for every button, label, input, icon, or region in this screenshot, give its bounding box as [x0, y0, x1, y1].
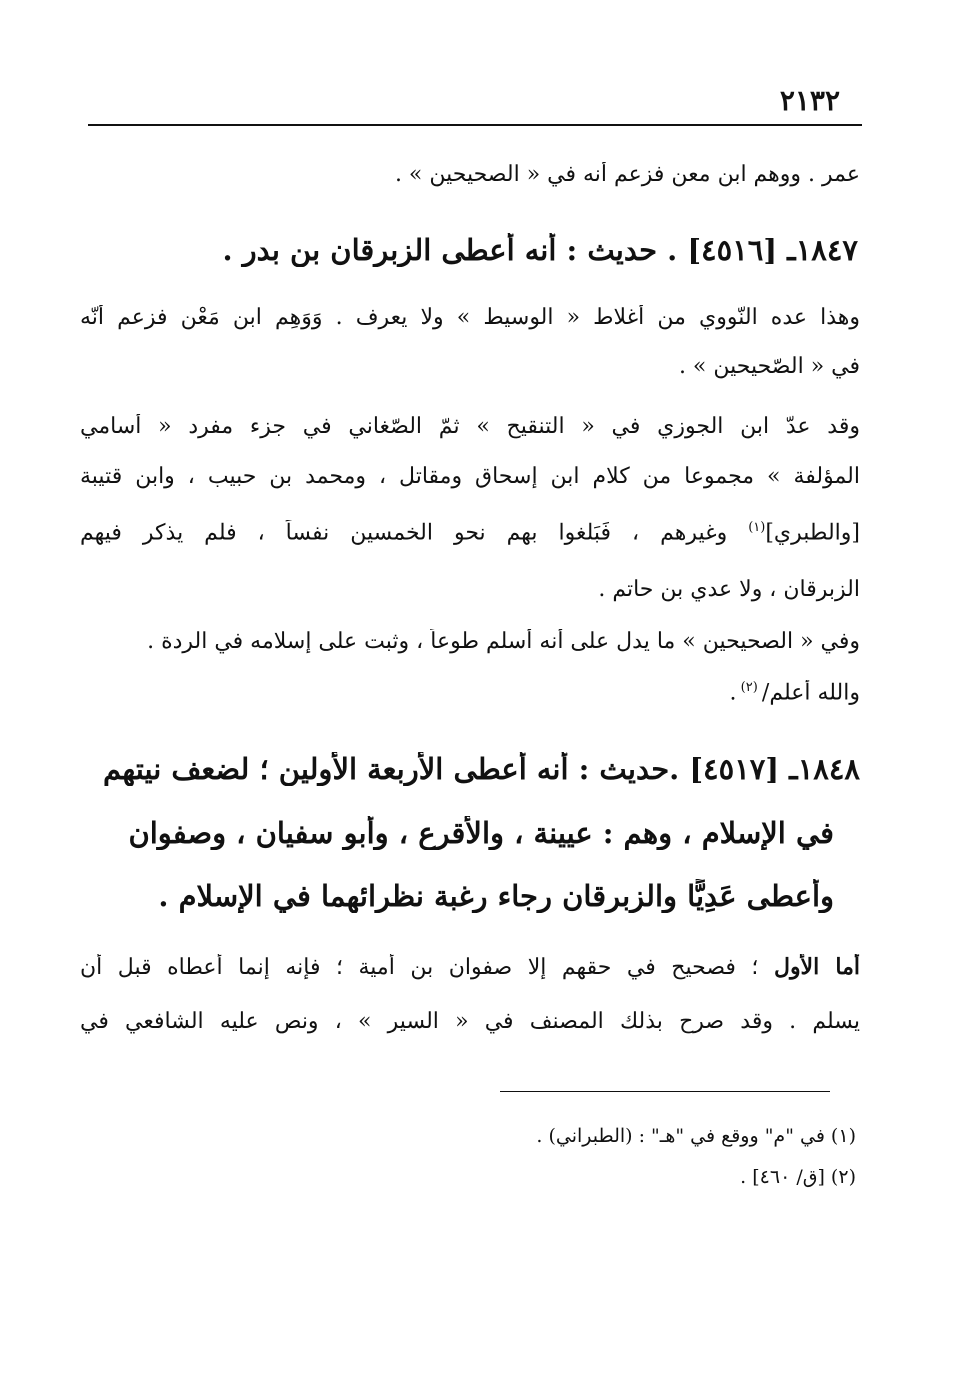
section-label: أما الأول: [773, 954, 860, 980]
text-line: عمر . ووهم ابن معن فزعم أنه في « الصحيحين » .: [394, 162, 860, 187]
footnote-separator: [500, 1091, 830, 1092]
text-line: [80, 520, 860, 545]
page-number: ٢١٣٢: [779, 84, 840, 117]
hadith-heading-1848-cont: في الإسلام ، وهم : عيينة ، والأقرع ، وأبو سفيان ، وصفوان: [128, 816, 834, 850]
text-fragment: وغيرهم ، فَبَلغوا بهم نحو الخمسين نفساً ، فلم يذكر فيهم: [80, 520, 749, 546]
text-line: [80, 680, 860, 705]
hadith-heading-1848-cont: وأعطى عَدِيًّا والزبرقان رجاء رغبة نظرائهما في الإسلام .: [158, 879, 834, 913]
text-line: وفي « الصحيحين » ما يدل على أنه أسلم طوعاً ، وثبت على إسلامه في الردة .: [147, 629, 860, 654]
footnote-marker: (٢): [736, 680, 762, 695]
text-line: [80, 954, 860, 980]
page-header: [88, 78, 862, 126]
text-fragment: [والطبري]: [765, 520, 860, 546]
footnote-2: (٢) [ق/ ٤٦٠] .: [740, 1166, 856, 1188]
footnote-1: (١) في "م" ووقع في "هـ" : (الطبراني) .: [536, 1125, 856, 1147]
hadith-heading-1847: ١٨٤٧ـ [٤٥١٦] . حديث : أنه أعطى الزبرقان بن بدر .: [222, 233, 858, 267]
text-line: وهذا عده النّووي من أغلاط « الوسيط » ولا يعرف . وَوَهِم ابن مَعْنٍ فزعم أنّه: [80, 305, 860, 330]
hadith-heading-1848: ١٨٤٨ـ [٤٥١٧] .حديث : أنه أعطى الأربعة الأولين ؛ لضعف نيتهم: [103, 752, 860, 786]
text-line: وقد عدّ ابن الجوزي في « التنقيح » ثمّ الصّغاني في جزء مفرد « أسامي: [80, 414, 860, 439]
text-fragment: والله أعلم/: [761, 680, 860, 706]
text-line: المؤلفة » مجموعا من كلام ابن إسحاق ومقاتل ، ومحمد بن حبيب ، وابن قتيبة: [80, 464, 860, 489]
footnote-marker: (١): [748, 520, 766, 535]
text-line: يسلم . وقد صرح بذلك المصنف في « السير » ، ونص عليه الشافعي في: [80, 1009, 860, 1034]
text-line: الزبرقان ، ولا عدي بن حاتم .: [598, 577, 860, 602]
text-fragment: ؛ فصحيح في حقهم إلا صفوان بن أمية ؛ فإنه إنما أعطاه قبل أن: [80, 955, 774, 980]
text-line: في « الصّحيحين » .: [678, 354, 860, 379]
text-fragment: .: [729, 680, 737, 706]
